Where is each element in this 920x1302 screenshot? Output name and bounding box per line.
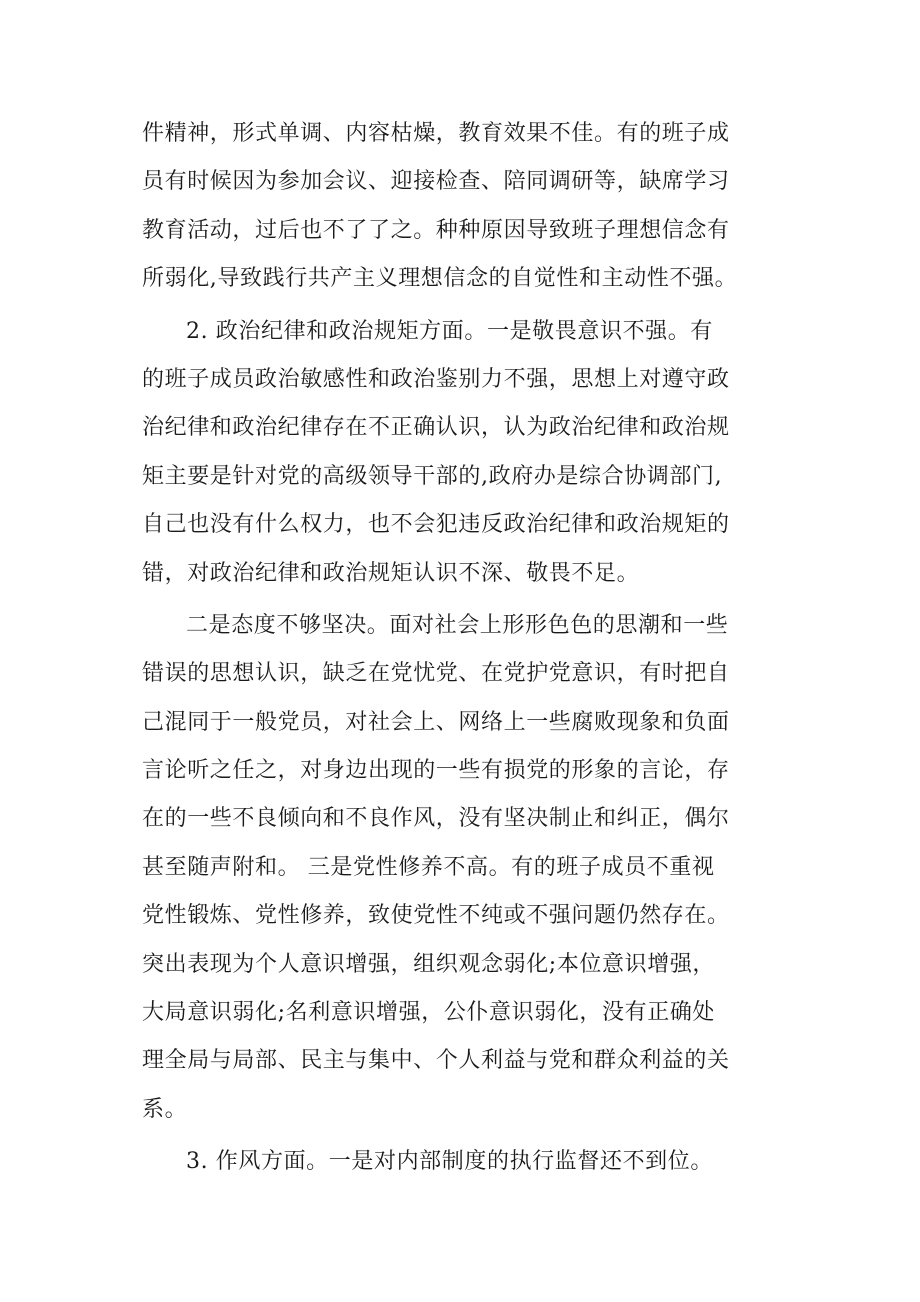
text-line: 理全局与局部、民主与集中、个人利益与党和群众利益的关	[142, 1048, 730, 1074]
paragraph-start-line: 2. 政治纪律和政治规矩方面。一是敬畏意识不强。有	[186, 318, 713, 344]
text-line: 系。	[142, 1096, 188, 1122]
paragraph-start-line: 二是态度不够坚决。面对社会上形形色色的思潮和一些	[186, 612, 729, 638]
text-line: 治纪律和政治纪律存在不正确认识，认为政治纪律和政治规	[142, 415, 730, 441]
text-line: 员有时候因为参加会议、迎接检查、陪同调研等，缺席学习	[142, 169, 730, 195]
text-line: 件精神，形式单调、内容枯燥，教育效果不佳。有的班子成	[142, 121, 730, 146]
paragraph-start-line: 3. 作风方面。一是对内部制度的执行监督还不到位。	[186, 1149, 713, 1175]
text-line: 突出表现为个人意识增强，组织观念弱化;本位意识增强，	[142, 951, 716, 977]
text-line: 在的一些不良倾向和不良作风，没有坚决制止和纠正，偶尔	[142, 806, 730, 832]
text-line: 言论听之任之，对身边出现的一些有损党的形象的言论，存	[142, 758, 730, 784]
text-line: 错误的思想认识，缺乏在党忧党、在党护党意识，有时把自	[142, 661, 730, 687]
text-line: 矩主要是针对党的高级领导干部的,政府办是综合协调部门,	[142, 463, 723, 489]
text-line: 所弱化,导致践行共产主义理想信念的自觉性和主动性不强。	[142, 266, 738, 292]
text-line: 教育活动，过后也不了了之。种种原因导致班子理想信念有	[142, 217, 730, 243]
text-line: 错，对政治纪律和政治规矩认识不深、敬畏不足。	[142, 560, 640, 586]
text-line: 党性锻炼、党性修养，致使党性不纯或不强问题仍然存在。	[142, 903, 730, 929]
text-line: 自己也没有什么权力，也不会犯违反政治纪律和政治规矩的	[142, 512, 730, 538]
body-text	[142, 110, 792, 1187]
text-line: 的班子成员政治敏感性和政治鉴别力不强，思想上对遵守政	[142, 366, 730, 392]
text-line: 甚至随声附和。 三是党性修养不高。有的班子成员不重视	[142, 854, 715, 880]
text-line: 己混同于一般党员，对社会上、网络上一些腐败现象和负面	[142, 709, 730, 735]
text-line: 大局意识弱化;名利意识增强，公仆意识弱化，没有正确处	[142, 1000, 716, 1026]
